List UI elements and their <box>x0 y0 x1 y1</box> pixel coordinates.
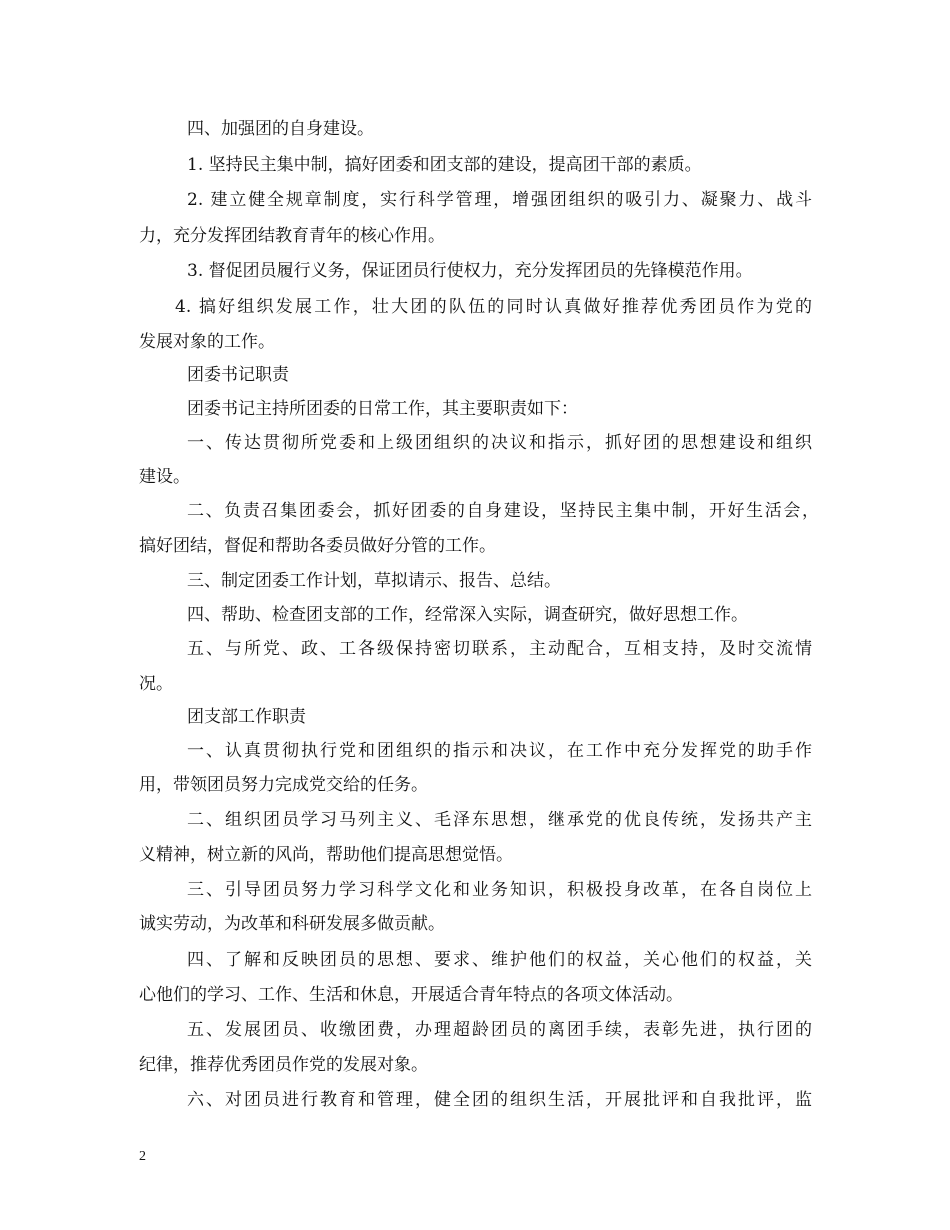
text-line: 诚实劳动，为改革和科研发展多做贡献。 <box>139 914 445 934</box>
text-line: 力，充分发挥团结教育青年的核心作用。 <box>139 226 445 246</box>
text-line: 三、制定团委工作计划，草拟请示、报告、总结。 <box>187 571 561 591</box>
text-line: 发展对象的工作。 <box>139 332 275 352</box>
text-line: 六、对团员进行教育和管理，健全团的组织生活，开展批评和自我批评，监 <box>187 1090 812 1110</box>
text-line: 4. 搞好组织发展工作，壮大团的队伍的同时认真做好推荐优秀团员作为党的 <box>175 297 812 317</box>
text-line: 义精神，树立新的风尚，帮助他们提高思想觉悟。 <box>139 845 513 865</box>
text-line: 四、帮助、检查团支部的工作，经常深入实际，调查研究，做好思想工作。 <box>187 605 748 625</box>
text-line: 四、加强团的自身建设。 <box>187 119 374 139</box>
text-line: 三、引导团员努力学习科学文化和业务知识，积极投身改革，在各自岗位上 <box>187 880 812 900</box>
text-line: 建设。 <box>139 467 190 487</box>
text-line: 1. 坚持民主集中制，搞好团委和团支部的建设，提高团干部的素质。 <box>187 155 702 175</box>
text-line: 五、发展团员、收缴团费，办理超龄团员的离团手续，表彰先进，执行团的 <box>187 1020 812 1040</box>
text-line: 五、与所党、政、工各级保持密切联系，主动配合，互相支持，及时交流情 <box>187 639 812 659</box>
page-number: 2 <box>139 1149 146 1164</box>
text-line: 用，带领团员努力完成党交给的任务。 <box>139 775 428 795</box>
section-heading: 团委书记职责 <box>187 365 289 385</box>
text-line: 2. 建立健全规章制度，实行科学管理，增强团组织的吸引力、凝聚力、战斗 <box>187 190 812 210</box>
text-line: 3. 督促团员履行义务，保证团员行使权力，充分发挥团员的先锋模范作用。 <box>187 261 753 281</box>
text-line: 二、负责召集团委会，抓好团委的自身建设，坚持民主集中制，开好生活会， <box>187 501 819 521</box>
text-line: 况。 <box>139 674 173 694</box>
text-line: 一、认真贯彻执行党和团组织的指示和决议，在工作中充分发挥党的助手作 <box>187 741 812 761</box>
text-line: 四、了解和反映团员的思想、要求、维护他们的权益，关心他们的权益，关 <box>187 950 812 970</box>
section-heading: 团支部工作职责 <box>187 707 306 727</box>
text-line: 一、传达贯彻所党委和上级团组织的决议和指示，抓好团的思想建设和组织 <box>187 433 812 453</box>
text-line: 心他们的学习、工作、生活和休息，开展适合青年特点的各项文体活动。 <box>139 985 683 1005</box>
text-line: 团委书记主持所团委的日常工作，其主要职责如下： <box>187 399 578 419</box>
text-line: 纪律，推荐优秀团员作党的发展对象。 <box>139 1055 428 1075</box>
text-line: 二、组织团员学习马列主义、毛泽东思想，继承党的优良传统，发扬共产主 <box>187 810 812 830</box>
text-line: 搞好团结，督促和帮助各委员做好分管的工作。 <box>139 536 496 556</box>
